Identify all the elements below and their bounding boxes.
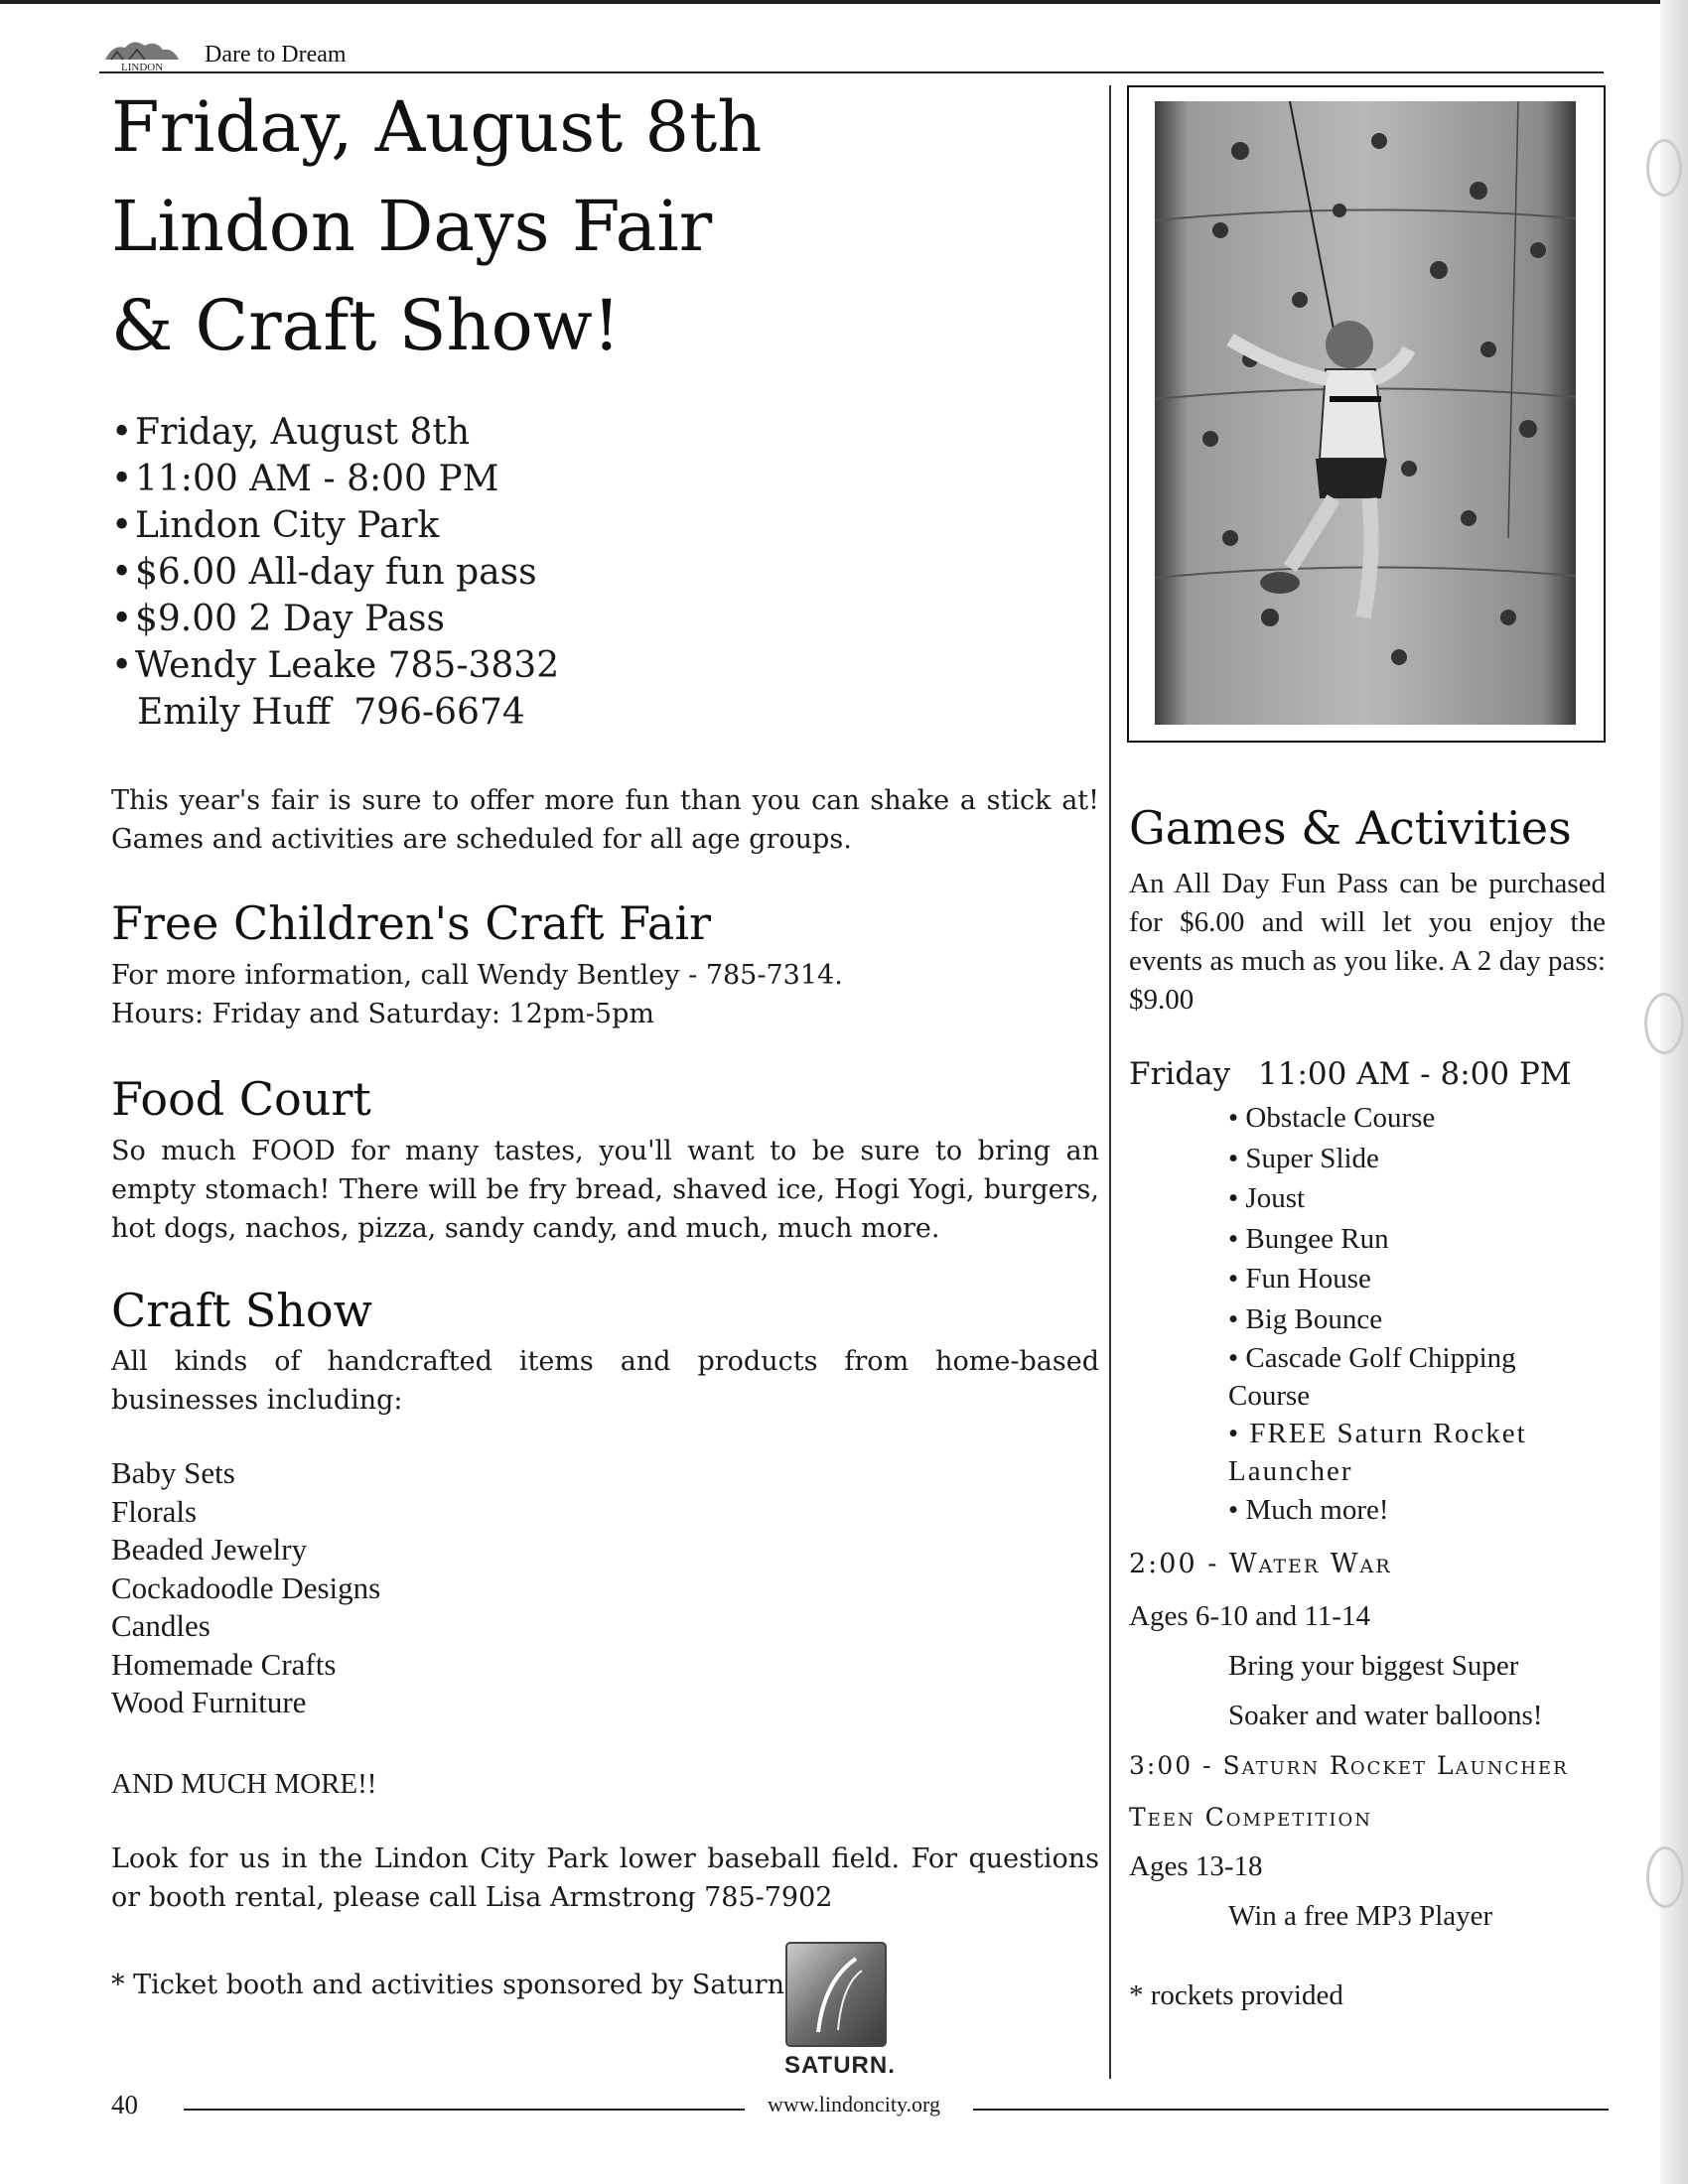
footer-rule-right (973, 2109, 1609, 2111)
title-line: Friday, August 8th (111, 86, 763, 168)
binder-ring-mark (1646, 1846, 1684, 1908)
page-top-edge (0, 0, 1688, 4)
list-item: Homemade Crafts (111, 1646, 337, 1682)
list-item: • Super Slide (1228, 1142, 1379, 1174)
bullet-icon: • (111, 599, 133, 639)
list-item: • Fun House (1228, 1263, 1371, 1295)
friday-time: 11:00 AM - 8:00 PM (1258, 1056, 1572, 1092)
event-detail-item: • $6.00 All-day fun pass (111, 549, 1005, 596)
bullet-icon: • (111, 459, 133, 499)
title-line: & Craft Show! (111, 285, 621, 366)
event-detail-continuation: Emily Huff 796-6674 (137, 692, 525, 733)
header-tagline: Dare to Dream (205, 42, 347, 68)
list-item: Candles (111, 1608, 211, 1643)
event-detail-item: • 11:00 AM - 8:00 PM (111, 456, 1005, 502)
list-item: • Joust (1228, 1182, 1306, 1214)
rocket-launcher-time: 3:00 - Saturn Rocket Launcher (1129, 1751, 1569, 1780)
svg-text:LINDON: LINDON (121, 62, 164, 71)
bullet-icon: • (111, 412, 133, 453)
lindon-logo (103, 38, 181, 71)
binder-ring-mark (1646, 139, 1682, 197)
craft-show-more: AND MUCH MORE!! (111, 1768, 377, 1800)
title-line: Lindon Days Fair (111, 186, 713, 267)
list-item: • Bungee Run (1228, 1222, 1389, 1255)
event-detail-item: • $9.00 2 Day Pass (111, 596, 1005, 642)
rocket-launcher-category: Teen Competition (1129, 1803, 1372, 1832)
rockets-note: * rockets provided (1129, 1979, 1343, 2011)
page-number: 40 (111, 2090, 138, 2119)
friday-label: Friday (1129, 1056, 1231, 1092)
list-item: Baby Sets (111, 1455, 235, 1490)
list-item: Wood Furniture (111, 1685, 307, 1719)
games-intro: An All Day Fun Pass can be purchased for $6.00 and will let you enjoy the events as much as you like. A 2 day pass: $9.00 (1129, 868, 1606, 1016)
intro-paragraph: This year's fair is sure to offer more fun than you can shake a stick at! Games and activities are scheduled for all age groups. (111, 785, 1099, 855)
section-heading-food-court: Food Court (111, 1072, 371, 1126)
craft-show-text: All kinds of handcrafted items and products from home-based businesses including: (111, 1346, 1099, 1416)
list-item: • Cascade Golf Chipping Course (1228, 1342, 1516, 1412)
list-item: Florals (111, 1493, 198, 1529)
list-item: • Much more! (1228, 1494, 1389, 1526)
binder-ring-mark (1644, 993, 1684, 1054)
list-item: Beaded Jewelry (111, 1532, 308, 1567)
bullet-icon: • (111, 552, 133, 593)
saturn-logo (784, 1941, 896, 2088)
list-item: • Big Bounce (1228, 1302, 1383, 1335)
climbing-wall-photo (1127, 85, 1606, 743)
activities-list (1228, 1098, 1586, 1531)
water-war-time: 2:00 - Water War (1129, 1549, 1392, 1579)
bullet-icon: • (111, 505, 133, 546)
water-war-ages: Ages 6-10 and 11-14 (1129, 1600, 1370, 1632)
list-item: • FREE Saturn Rocket Launcher (1228, 1418, 1527, 1487)
event-detail-item: • Wendy Leake 785-3832 (111, 642, 1005, 689)
water-war-desc: Soaker and water balloons! (1228, 1700, 1543, 1731)
page-title (111, 77, 1084, 375)
saturn-logo-text: SATURN. (784, 2052, 896, 2079)
section-heading-craft-show: Craft Show (111, 1284, 372, 1337)
event-detail-item: • Lindon City Park (111, 502, 1005, 549)
rocket-ages: Ages 13-18 (1129, 1850, 1263, 1882)
water-war-desc: Bring your biggest Super (1228, 1650, 1519, 1682)
food-court-text: So much FOOD for many tastes, you'll want to be sure to bring an empty stomach! There will be fry bread, shaved ice, Hogi Yogi, burgers, hot dogs, nachos, pizza, sandy candy, and much, much more. (111, 1136, 1099, 1244)
list-item: Cockadoodle Designs (111, 1570, 381, 1605)
friday-schedule-header (1129, 1054, 1616, 1094)
childrens-craft-hours: Hours: Friday and Saturday: 12pm-5pm (111, 999, 654, 1029)
footer-rule-left (184, 2109, 745, 2111)
saturn-emblem-icon (784, 1941, 888, 2050)
footer-url-link[interactable]: www.lindoncity.org (768, 2092, 940, 2116)
binding-edge (1660, 0, 1688, 2184)
rocket-prize: Win a free MP3 Player (1228, 1900, 1493, 1932)
event-detail-item: • Friday, August 8th (111, 409, 1005, 456)
list-item: • Obstacle Course (1228, 1102, 1436, 1134)
column-divider (1109, 85, 1111, 2079)
event-details-list (111, 409, 1005, 736)
section-heading-childrens-craft: Free Children's Craft Fair (111, 896, 712, 950)
bullet-icon: • (111, 645, 133, 686)
sponsor-note: * Ticket booth and activities sponsored by Saturn (111, 1970, 784, 2000)
craft-show-location: Look for us in the Lindon City Park lower baseball field. For questions or booth rental, please call Lisa Armstrong 785-7902 (111, 1843, 1099, 1913)
climbing-wall-image (1151, 101, 1580, 725)
page-header (99, 38, 1604, 73)
craft-items-list (111, 1454, 707, 1722)
section-heading-games: Games & Activities (1129, 801, 1572, 855)
childrens-craft-info: For more information, call Wendy Bentley - 785-7314. (111, 960, 843, 991)
